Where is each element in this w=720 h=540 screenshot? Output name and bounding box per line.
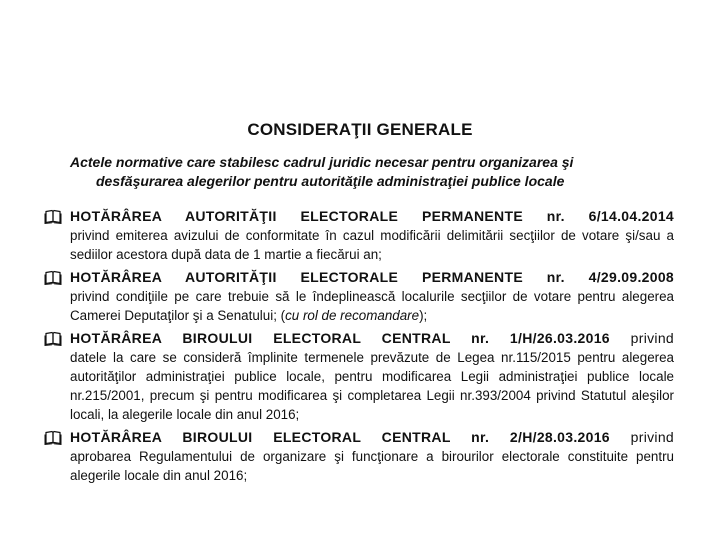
page-title: CONSIDERAŢII GENERALE [247,120,473,139]
item-body [70,287,674,325]
list-item [44,268,674,325]
list-item [44,207,674,264]
item-heading [70,428,674,447]
item-heading: HOTĂRÂREA AUTORITĂŢII ELECTORALE PERMANENTE nr. 4/29.09.2008 [70,269,674,285]
item-heading-text: HOTĂRÂREA BIROULUI ELECTORAL CENTRAL nr. 2/H/28.03.2016 [70,429,610,445]
book-icon [44,329,62,348]
book-icon [44,268,62,287]
item-body-end: ); [419,308,428,323]
item-body [70,447,674,485]
item-heading-tail: privind [630,429,674,445]
book-icon [44,428,62,447]
legislation-list [44,207,674,489]
list-item [44,428,674,485]
subtitle-line-2: desfăşurarea alegerilor pentru autorităţile administraţiei publice locale [96,173,565,189]
item-note: cu rol de recomandare [285,308,420,323]
item-body-text: aprobarea Regulamentului de organizare şi funcţionare a birourilor electorale constituite pentru alegerile locale din anul 2016; [70,449,674,483]
subtitle-line-1: Actele normative care stabilesc cadrul juridic necesar pentru organizarea şi [70,154,574,170]
item-body [70,348,674,424]
item-heading: HOTĂRÂREA AUTORITĂŢII ELECTORALE PERMANENTE nr. 6/14.04.2014 [70,208,674,224]
item-body-text: datele la care se consideră împlinite termenele prevăzute de Legea nr.115/2015 pentru alegerea autorităţilor administraţiei publice locale, pentru modificarea Legii administraţiei publice locale nr.215/2001, precum şi pentru modificarea şi completarea Legii nr.393/2004 privind Statutul aleşilor locali, la alegerile locale din anul 2016; [70,350,674,422]
subtitle [70,153,680,191]
book-icon [44,207,62,226]
item-heading [70,329,674,348]
item-heading-text: HOTĂRÂREA BIROULUI ELECTORAL CENTRAL nr. 1/H/26.03.2016 [70,330,610,346]
item-body [70,226,674,264]
item-body-text: privind condiţiile pe care trebuie să le îndeplinească localurile secţiilor de votare pentru alegerea Camerei Deputaţilor şi a Senatului; ( [70,289,674,323]
item-heading-tail: privind [630,330,674,346]
list-item [44,329,674,424]
item-body-text: privind emiterea avizului de conformitate în cazul modificării delimitării secţiilor de votare şi/sau a sediilor acestora după data de 1 martie a fiecărui an; [70,228,674,262]
